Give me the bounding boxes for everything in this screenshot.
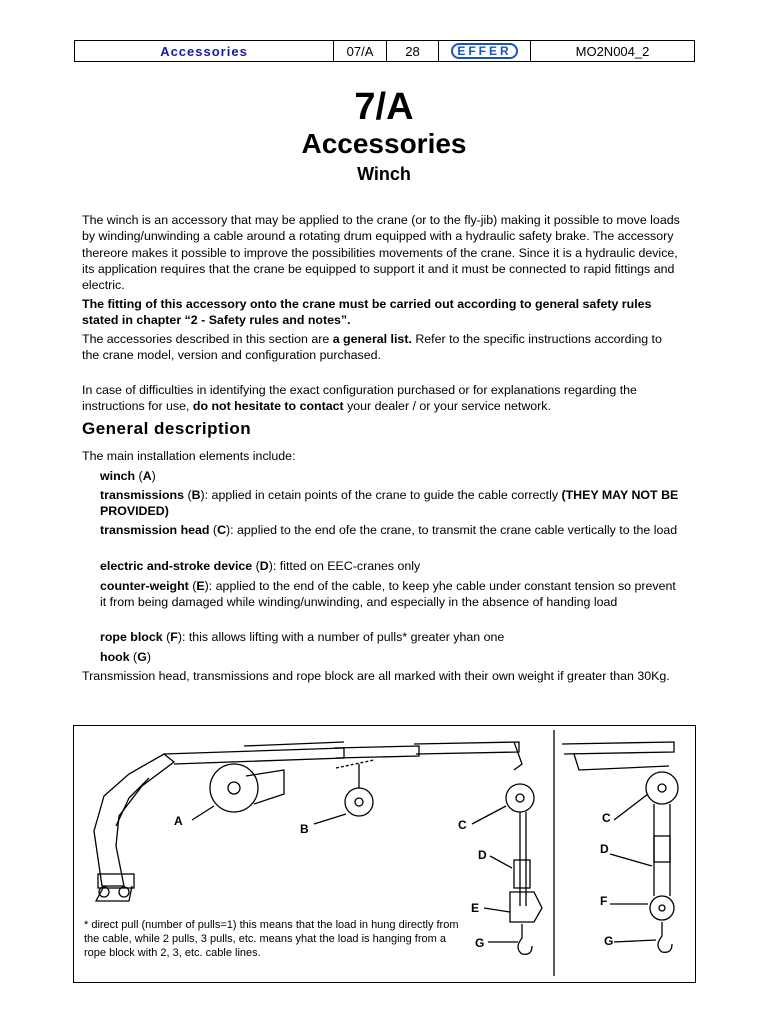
header-section-title: Accessories	[75, 41, 334, 61]
list-item: rope block (F): this allows lifting with a number of pulls* greater yhan one	[100, 630, 505, 644]
intro-paragraph-3: The accessories described in this section are a general list. Refer to the specific instructions according to the crane model, version and configuration purchased.	[82, 332, 662, 363]
header-logo-cell	[439, 41, 531, 61]
list-item: transmissions (B): applied in cetain points of the crane to guide the cable correctly (THEY MAY NOT BE PROVIDED)	[100, 488, 679, 519]
list-item: winch (A)	[100, 469, 156, 483]
figure-label-e: E	[471, 901, 480, 915]
intro-paragraph-4: In case of difficulties in identifying the exact configuration purchased or for explanations regarding the instructions for use, do not hesitate to contact your dealer / or your service network.	[82, 383, 637, 414]
chapter-number: 7/A	[354, 86, 414, 128]
header-doc-code: MO2N004_2	[575, 43, 650, 59]
general-closing: Transmission head, transmissions and rope block are all marked with their own weight if greater than 30Kg.	[82, 669, 670, 683]
figure-label-d: D	[478, 848, 487, 862]
intro-paragraph-1: The winch is an accessory that may be applied to the crane (or to the fly-jib) making it possible to move loads by winding/unwinding a cable around a rotating drum equipped with a hydraulic safety brake. The accessory thereore makes it possible to improve the possibilities movements of the crane. Since it is a hydraulic device, its application requires that the crane be equipped to support it and it must be connected to rapid fittings and electric.	[82, 213, 680, 293]
header-chapter: 07/A	[334, 41, 387, 61]
figure-footnote: * direct pull (number of pulls=1) this means that the load in hung directly from the cable, while 2 pulls, 3 pulls, etc. means yhat the load is hanging from a rope block with 2, 3, etc. cable lines.	[84, 919, 459, 959]
section-heading-general-description: General description	[82, 419, 252, 438]
general-lead: The main installation elements include:	[82, 449, 296, 463]
figure-label-c: C	[458, 818, 467, 832]
list-item: counter-weight (E): applied to the end of the cable, to keep yhe cable under constant tension so prevent it from being damaged while winding/unwinding, and especially in the absence of handing load	[100, 579, 676, 610]
list-item: transmission head (C): applied to the end ofe the crane, to transmit the crane cable vertically to the load	[100, 523, 678, 537]
list-item: electric and-stroke device (D): fitted on EEC-cranes only	[100, 559, 421, 573]
page-header	[74, 40, 695, 62]
figure-label-g: G	[475, 936, 485, 950]
figure-label-b: B	[300, 822, 309, 836]
figure-label-f-right: F	[600, 894, 608, 908]
figure-label-a: A	[174, 814, 183, 828]
figure-label-g-right: G	[604, 934, 614, 948]
list-item: hook (G)	[100, 650, 151, 664]
figure-label-d-right: D	[600, 842, 609, 856]
page-title: Accessories	[301, 128, 467, 159]
header-page-number: 28	[387, 41, 439, 61]
page-subtitle: Winch	[357, 164, 411, 184]
figure-label-c-right: C	[602, 811, 611, 825]
effer-logo: EFFER	[451, 43, 517, 59]
intro-paragraph-safety: The fitting of this accessory onto the crane must be carried out according to general safety rules stated in chapter “2 - Safety rules and notes”.	[82, 297, 652, 328]
